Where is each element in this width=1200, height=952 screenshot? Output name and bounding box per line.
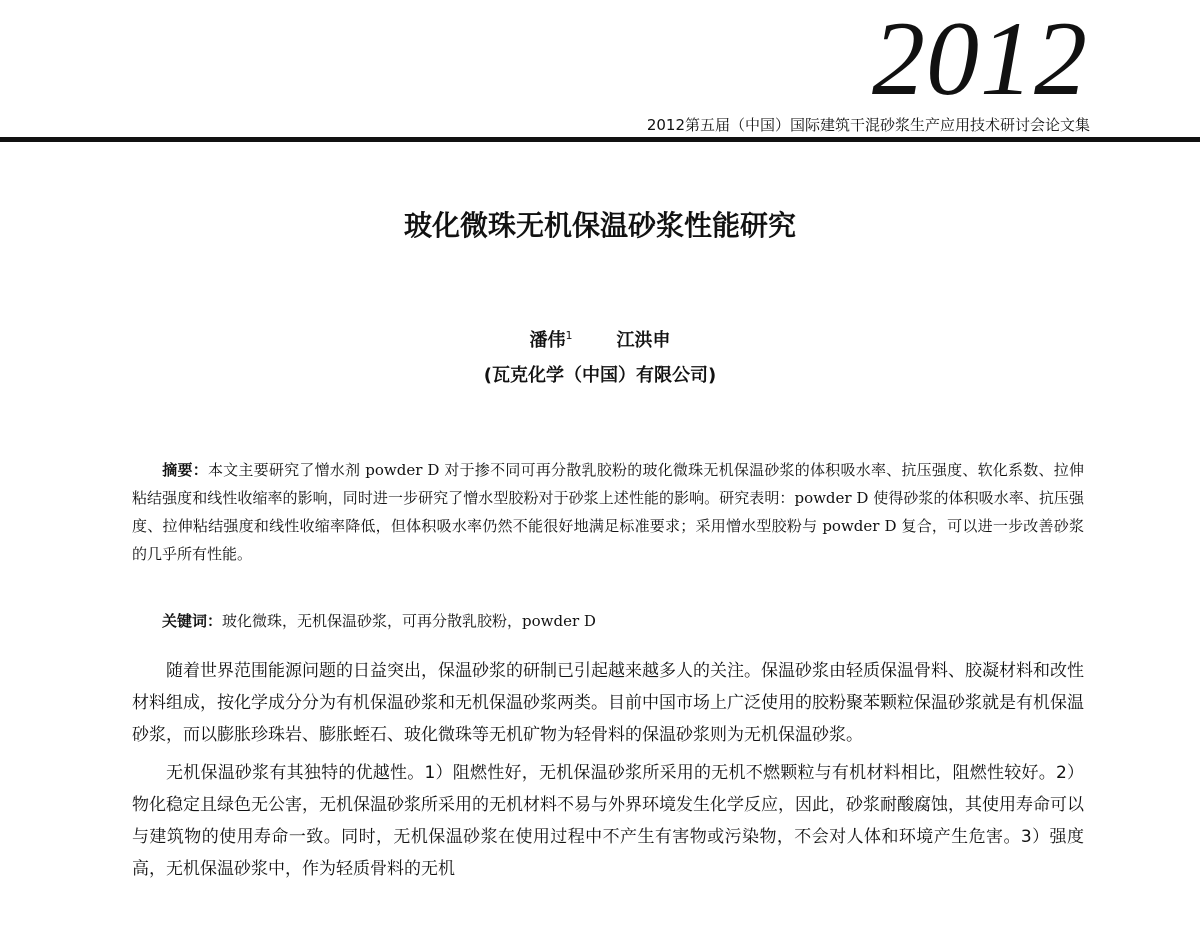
keywords-label: 关键词： — [162, 612, 223, 630]
abstract-text: 本文主要研究了憎水剂 powder D 对于掺不同可再分散乳胶粉的玻化微珠无机保温砂浆的体积吸水率、抗压强度、软化系数、拉伸粘结强度和线性收缩率的影响，同时进一步研究了憎水型胶粉对于砂浆上述性能的影响。研究表明：powder D 使得砂浆的体积吸水率、抗压强度、拉伸粘结强度和线性收缩率降低，但体积吸水率仍然不能很好地满足标准要求；采用憎水型胶粉与 powder D 复合，可以进一步改善砂浆的几乎所有性能。 — [132, 461, 1084, 563]
abstract-label: 摘要： — [162, 461, 208, 479]
author-name: 潘伟 — [529, 330, 566, 351]
author-list — [0, 324, 1200, 353]
author-superscript: 1 — [565, 329, 573, 342]
body-paragraph: 随着世界范围能源问题的日益突出，保温砂浆的研制已引起越来越多人的关注。保温砂浆由轻质保温骨料、胶凝材料和改性材料组成，按化学成分分为有机保温砂浆和无机保温砂浆两类。目前中国市场上广泛使用的胶粉聚苯颗粒保温砂浆就是有机保温砂浆，而以膨胀珍珠岩、膨胀蛭石、玻化微珠等无机矿物为轻骨料的保温砂浆则为无机保温砂浆。 — [132, 661, 1084, 745]
keywords-text: 玻化微珠，无机保温砂浆，可再分散乳胶粉，powder D — [222, 612, 596, 630]
header-rule — [0, 137, 1200, 142]
author-name: 江洪申 — [616, 330, 671, 351]
abstract — [132, 456, 1084, 568]
body-text — [132, 655, 1084, 891]
paper-title: 玻化微珠无机保温砂浆性能研究 — [403, 209, 796, 242]
conference-title: 2012第五届（中国）国际建筑干混砂浆生产应用技术研讨会论文集 — [646, 116, 1090, 134]
keywords — [162, 607, 596, 635]
body-paragraph: 无机保温砂浆有其独特的优越性。1）阻燃性好，无机保温砂浆所采用的无机不燃颗粒与有机材料相比，阻燃性较好。2）物化稳定且绿色无公害，无机保温砂浆所采用的无机材料不易与外界环境发生化学反应，因此，砂浆耐酸腐蚀，其使用寿命可以与建筑物的使用寿命一致。同时，无机保温砂浆在使用过程中不产生有害物或污染物，不会对人体和环境产生危害。3）强度高，无机保温砂浆中，作为轻质骨料的无机 — [132, 763, 1084, 879]
affiliation: (瓦克化学（中国）有限公司) — [483, 365, 717, 386]
year-heading: 2012 — [872, 0, 1088, 117]
